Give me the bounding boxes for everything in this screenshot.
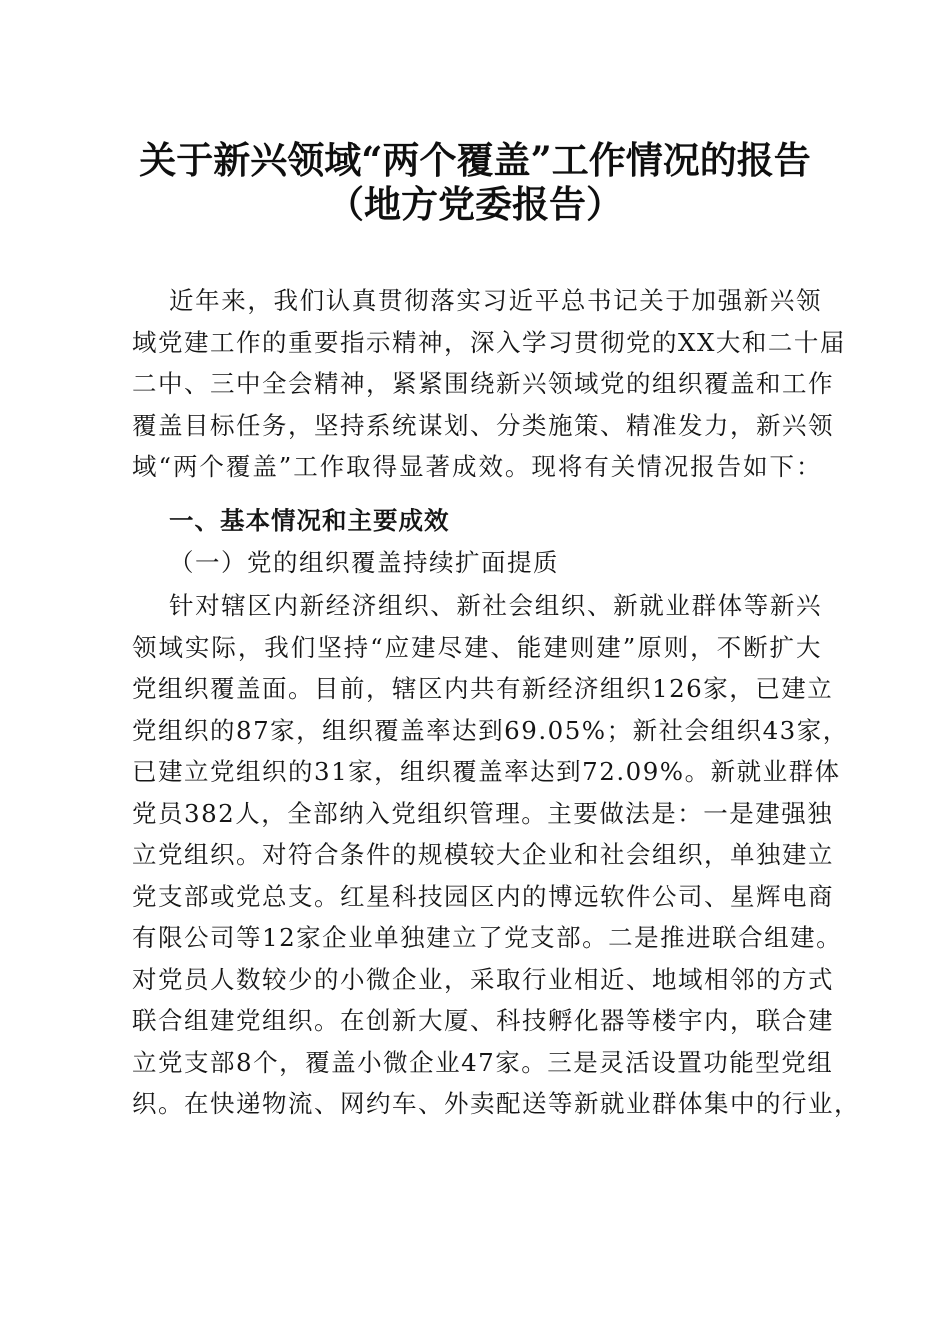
paragraph-line: 有限公司等12家企业单独建立了党支部。二是推进联合组建。: [132, 923, 843, 952]
section-heading-block: [132, 500, 822, 583]
paragraph-line: 域“两个覆盖”工作取得显著成效。现将有关情况报告如下：: [132, 452, 822, 481]
paragraph-line: 立党组织。对符合条件的规模较大企业和社会组织，单独建立: [132, 840, 834, 869]
section-heading: 一、基本情况和主要成效: [169, 506, 450, 535]
paragraph-line: 领域实际，我们坚持“应建尽建、能建则建”原则，不断扩大: [132, 632, 822, 662]
paragraph-line: 党员382人，全部纳入党组织管理。主要做法是：一是建强独: [132, 798, 834, 828]
paragraph-line: 域党建工作的重要指示精神，深入学习贯彻党的XX大和二十届: [132, 327, 846, 357]
paragraph-line: 二中、三中全会精神，紧紧围绕新兴领域党的组织覆盖和工作: [132, 369, 834, 398]
subsection-paragraph: [132, 585, 860, 1125]
paragraph-line: 针对辖区内新经济组织、新社会组织、新就业群体等新兴: [169, 591, 822, 620]
paragraph-line: 立党支部8个，覆盖小微企业47家。三是灵活设置功能型党组: [132, 1047, 834, 1077]
paragraph-line: 党组织的87家，组织覆盖率达到69.05%；新社会组织43家，: [132, 715, 849, 745]
intro-paragraph: [132, 280, 846, 488]
paragraph-line: 覆盖目标任务，坚持系统谋划、分类施策、精准发力，新兴领: [132, 410, 834, 440]
paragraph-line: 织。在快递物流、网约车、外卖配送等新就业群体集中的行业，: [132, 1089, 860, 1118]
paragraph-line: 已建立党组织的31家，组织覆盖率达到72.09%。新就业群体: [132, 757, 841, 786]
paragraph-line: 党组织覆盖面。目前，辖区内共有新经济组织126家，已建立: [132, 674, 834, 703]
paragraph-line: 党支部或党总支。红星科技园区内的博远软件公司、星辉电商: [132, 881, 834, 911]
paragraph-line: 对党员人数较少的小微企业，采取行业相近、地域相邻的方式: [132, 964, 834, 994]
document-title: 关于新兴领域“两个覆盖”工作情况的报告: [139, 138, 811, 182]
subsection-heading: （一）党的组织覆盖持续扩面提质: [169, 547, 559, 577]
document-subtitle: （地方党委报告）: [327, 182, 623, 226]
paragraph-line: 近年来，我们认真贯彻落实习近平总书记关于加强新兴领: [169, 286, 822, 315]
paragraph-line: 联合组建党组织。在创新大厦、科技孵化器等楼宇内，联合建: [132, 1006, 834, 1035]
